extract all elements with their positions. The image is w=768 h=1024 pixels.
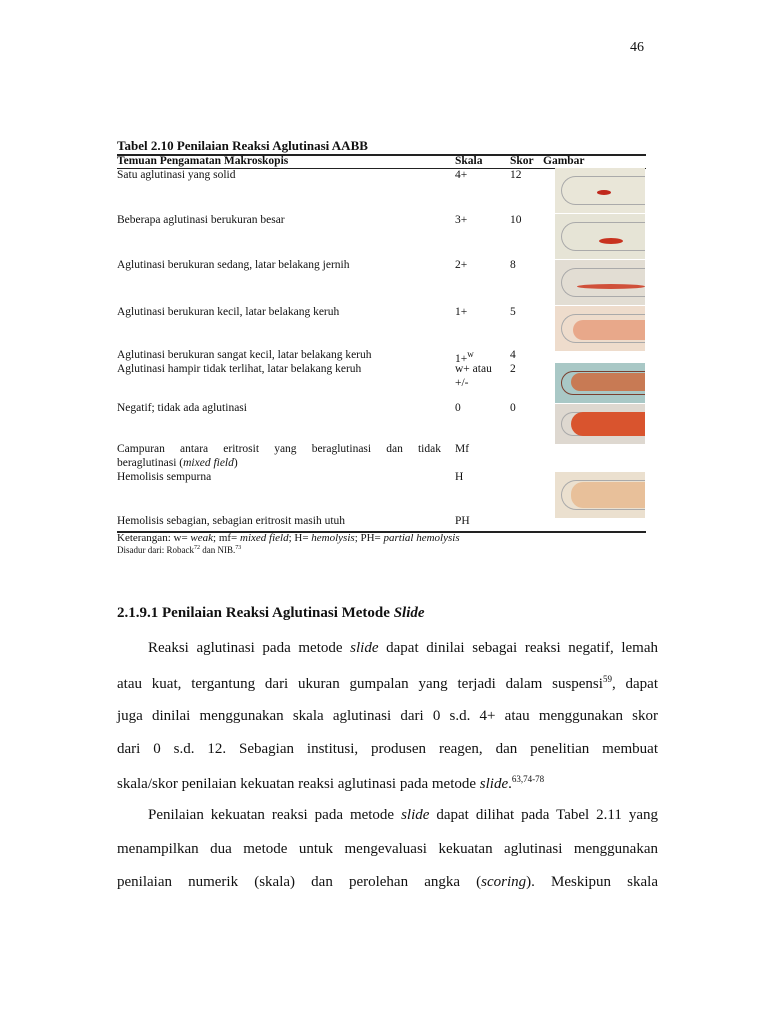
paragraph-line <box>148 807 658 824</box>
note-text: ; PH= <box>354 532 384 544</box>
row-skor: 5 <box>510 306 516 318</box>
row-skor: 12 <box>510 169 522 181</box>
line-text: juga dinilai menggunakan skala aglutinasi dari 0 s.d. 4+ atau menggunakan skor <box>117 708 658 724</box>
note-text: ; H= <box>288 532 312 544</box>
source-text: Disadur dari: Roback <box>117 545 194 555</box>
header-gambar: Gambar <box>543 155 585 167</box>
skala-sup: w <box>467 349 474 359</box>
paragraph-line <box>117 741 658 758</box>
row-desc: Beberapa aglutinasi berukuran besar <box>117 214 285 226</box>
table-source <box>117 545 241 555</box>
row-skala: 2+ <box>455 259 468 271</box>
paragraph-line <box>117 674 658 693</box>
desc-text: beraglutinasi ( <box>117 457 184 469</box>
section-heading <box>117 605 425 622</box>
row-desc: Aglutinasi berukuran kecil, latar belakang keruh <box>117 306 340 318</box>
line-text: dapat dinilai sebagai reaksi negatif, lemah <box>378 640 658 656</box>
heading-italic: Slide <box>393 605 425 621</box>
line-text: dari 0 s.d. 12. Sebagian institusi, produsen reagen, dan penelitian membuat <box>117 741 658 757</box>
row-skala: 1+ <box>455 306 468 318</box>
row-skala-cont: +/- <box>455 377 469 389</box>
row-skala: 3+ <box>455 214 468 226</box>
tube-image-negative <box>555 404 645 444</box>
paragraph-line <box>117 708 658 725</box>
line-text: atau kuat, tergantung dari ukuran gumpalan yang terjadi dalam suspensi <box>117 676 603 692</box>
line-text: Penilaian kekuatan reaksi pada metode <box>148 807 402 823</box>
note-italic: weak <box>190 532 214 544</box>
row-skala: PH <box>455 515 470 527</box>
desc-italic: mixed field <box>183 457 234 469</box>
tube-image-1plus <box>555 306 645 351</box>
row-skala: 4+ <box>455 169 468 181</box>
note-italic: partial hemolysis <box>383 532 460 544</box>
source-ref: 72 <box>193 545 200 551</box>
row-desc: Hemolisis sempurna <box>117 471 212 483</box>
tube-image-hemolysis <box>555 472 645 518</box>
header-skala: Skala <box>455 155 483 167</box>
header-skor: Skor <box>510 155 534 167</box>
citation-ref: 59 <box>602 674 612 684</box>
row-skala: 0 <box>455 402 461 414</box>
desc-text: ) <box>233 457 238 469</box>
row-desc: Aglutinasi berukuran sangat kecil, latar belakang keruh <box>117 349 372 361</box>
row-desc: Hemolisis sebagian, sebagian eritrosit masih utuh <box>117 515 346 527</box>
row-skala: Mf <box>455 443 470 455</box>
row-desc-cont <box>117 457 238 469</box>
row-skor: 0 <box>510 402 516 414</box>
row-skor: 10 <box>510 214 522 226</box>
row-skor: 4 <box>510 349 516 361</box>
row-skor: 8 <box>510 259 516 271</box>
table-note <box>117 532 460 544</box>
row-skala: w+ atau <box>455 363 492 375</box>
note-italic: hemolysis <box>311 532 355 544</box>
tube-image-3plus <box>555 214 645 259</box>
line-text: Reaksi aglutinasi pada metode <box>148 640 351 656</box>
line-text: scoring <box>481 874 527 890</box>
row-desc: Aglutinasi berukuran sedang, latar belakang jernih <box>117 259 350 271</box>
line-text: slide <box>350 640 379 656</box>
row-skala: H <box>455 471 464 483</box>
line-text: slide <box>401 807 430 823</box>
skala-value: 1+ <box>455 352 468 365</box>
paragraph-line <box>117 874 658 891</box>
citation-ref: 63,74-78 <box>511 774 545 784</box>
line-text: . <box>508 776 512 792</box>
row-desc: Negatif; tidak ada aglutinasi <box>117 402 247 414</box>
row-desc: Satu aglutinasi yang solid <box>117 169 236 181</box>
line-text: skala/skor penilaian kekuatan reaksi aglutinasi pada metode <box>117 776 480 792</box>
line-text: ). Meskipun skala <box>526 874 658 890</box>
paragraph-line <box>148 640 658 657</box>
paragraph-line <box>117 841 658 858</box>
source-text: dan NIB. <box>199 545 236 555</box>
line-text: penilaian numerik (skala) dan perolehan angka ( <box>117 874 482 890</box>
heading-text: 2.1.9.1 Penilaian Reaksi Aglutinasi Metode <box>117 605 394 621</box>
tube-image-2plus <box>555 260 645 305</box>
header-temuan: Temuan Pengamatan Makroskopis <box>117 155 289 167</box>
line-text: , dapat <box>611 676 659 692</box>
row-desc: Aglutinasi hampir tidak terlihat, latar belakang keruh <box>117 363 362 375</box>
note-text: ; mf= <box>213 532 240 544</box>
line-text: menampilkan dua metode untuk mengevaluasi kekuatan aglutinasi menggunakan <box>117 841 658 857</box>
tube-image-4plus <box>555 168 645 213</box>
line-text: dapat dilihat pada Tabel 2.11 yang <box>429 807 658 823</box>
table-caption: Tabel 2.10 Penilaian Reaksi Aglutinasi AABB <box>117 138 368 153</box>
page-number: 46 <box>630 40 644 55</box>
row-desc: Campuran antara eritrosit yang beraglutinasi dan tidak <box>117 443 441 455</box>
line-text: slide <box>479 776 509 792</box>
note-text: Keterangan: w= <box>117 532 191 544</box>
tube-image-weak <box>555 363 645 403</box>
source-ref: 73 <box>235 545 242 551</box>
paragraph-line <box>117 774 658 793</box>
row-skor: 2 <box>510 363 516 375</box>
note-italic: mixed field <box>240 532 289 544</box>
